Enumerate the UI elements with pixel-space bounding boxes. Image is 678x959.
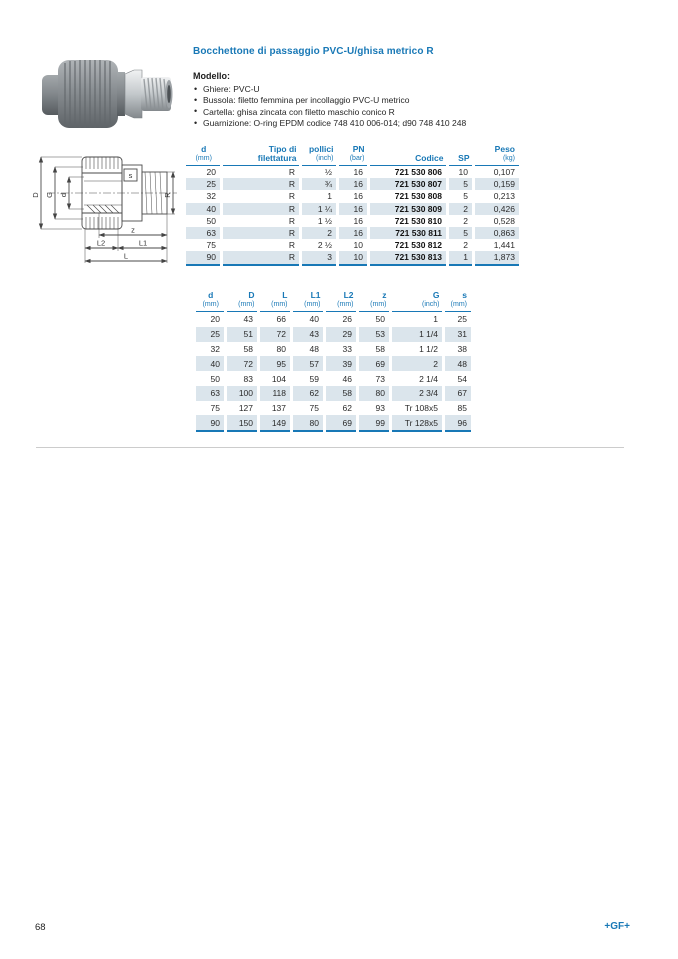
table-cell: 1 ¼ [301,203,338,215]
table-cell: 53 [358,327,391,342]
table-cell: 721 530 809 [369,203,448,215]
column-header: L1 (mm) [292,290,325,312]
table-cell: 10 [338,251,369,264]
fitting-hex-nut [125,70,142,118]
table-cell: 2 [448,215,474,227]
table-row [196,401,471,416]
table-cell: 25 [186,178,222,190]
table-cell: 58 [226,342,259,357]
table-cell: 20 [210,314,220,325]
bullet-item: • Cartella: ghisa zincata con filetto maschio conico R [193,107,613,118]
table-cell: 43 [226,312,259,327]
model-heading: Modello: [193,71,230,81]
table-cell: 51 [226,327,259,342]
table-cell: 2 [448,239,474,251]
column-header: d (mm) [186,144,222,166]
table-cell: 43 [292,327,325,342]
table-cell: 16 [338,178,369,190]
table-cell: 1 1/4 [391,327,444,342]
table-cell: 58 [325,386,358,401]
table-row [186,227,519,239]
table-cell: R [222,251,301,264]
column-header: d (mm) [196,290,226,312]
table-cell: 1 ½ [301,215,338,227]
dim-label-L1: L1 [138,238,148,248]
table-cell: 150 [226,415,259,431]
page-number: 68 [35,922,46,933]
dim-label-d: d [59,192,68,198]
table-row [196,415,471,431]
table-cell: 16 [338,166,369,179]
page-title: Bocchettone di passaggio PVC-U/ghisa metrico R [193,46,434,57]
table-row [186,251,519,264]
table-cell: 75 [292,401,325,416]
table-cell: R [222,166,301,179]
table-cell: 1 1/2 [391,342,444,357]
table-cell: 1 [301,190,338,202]
table-cell: 75 [206,240,216,251]
table-cell: 50 [358,312,391,327]
table-cell: 83 [226,371,259,386]
table-cell: 1 [448,251,474,264]
column-header: Codice [369,144,448,166]
bullet-item: • Bussola: filetto femmina per incollaggio PVC-U metrico [193,95,613,106]
table-cell: 10 [448,166,474,179]
table-cell: 1,441 [474,239,520,251]
fitting-collar [117,72,125,116]
table-cell: 29 [325,327,358,342]
table-cell: R [222,203,301,215]
table-cell: 104 [259,371,292,386]
table-cell: 5 [448,178,474,190]
table-row [186,166,519,179]
table-cell: 2 [448,203,474,215]
table-cell: 10 [338,239,369,251]
table-cell: 48 [292,342,325,357]
table-cell: 96 [444,415,472,431]
table-cell: R [222,190,301,202]
table-cell: 149 [259,415,292,431]
table-cell: 32 [210,343,220,354]
table-cell: 721 530 813 [369,251,448,264]
table-cell: 63 [186,227,222,239]
table-row [196,371,471,386]
table-cell: 1 [391,312,444,327]
codes-table [186,144,519,266]
dim-label-L: L [123,251,129,261]
column-header: D (mm) [226,290,259,312]
table-cell: 50 [206,215,216,226]
bullet-item: • Guarnizione: O-ring EPDM codice 748 410 006-014; d90 748 410 248 [193,118,613,129]
column-header: SP [448,144,474,166]
table-cell: 721 530 811 [369,227,448,239]
dim-label-G: G [45,192,54,198]
table-cell: 20 [206,167,216,178]
column-header: Peso (kg) [474,144,520,166]
dim-label-L2: L2 [96,238,106,248]
table-cell: 721 530 812 [369,239,448,251]
table-cell: 0,159 [474,178,520,190]
table-cell: 118 [259,386,292,401]
table-cell: 99 [358,415,391,431]
table-cell: 2 1/4 [391,371,444,386]
table-cell: 95 [259,356,292,371]
table-cell: 33 [325,342,358,357]
table-cell: 3 [301,251,338,264]
table-cell: R [222,215,301,227]
table-cell: 2 [391,356,444,371]
table-cell: 31 [444,327,472,342]
table-cell: 26 [325,312,358,327]
table-cell: 50 [210,373,220,384]
table-cell: 25 [196,327,226,342]
column-header: z (mm) [358,290,391,312]
table-cell: 5 [448,190,474,202]
table-cell: 40 [186,203,222,215]
table-cell: Tr 128x5 [391,415,444,431]
table-cell: 80 [358,386,391,401]
table-cell: 62 [292,386,325,401]
table-cell: 48 [444,356,472,371]
column-header: L (mm) [259,290,292,312]
table-cell: 59 [292,371,325,386]
table-cell: 0,107 [474,166,520,179]
table-cell: R [222,227,301,239]
table-cell: 721 530 806 [369,166,448,179]
table-cell: 0,213 [474,190,520,202]
dims-table [196,290,471,432]
table-cell: 73 [358,371,391,386]
table-cell: 54 [444,371,472,386]
table-cell: 40 [196,356,226,371]
column-header: G (inch) [391,290,444,312]
table-cell: 1,873 [474,251,520,264]
table-row [186,239,519,251]
table-cell: 63 [196,386,226,401]
table-cell: 69 [358,356,391,371]
table-cell: R [222,239,301,251]
table-row [186,203,519,215]
model-bullet-list [193,84,613,130]
table-cell: 5 [448,227,474,239]
table-cell: 72 [259,327,292,342]
column-header: PN (bar) [338,144,369,166]
section-divider [36,447,624,448]
table-cell: 39 [325,356,358,371]
table-cell: ½ [301,166,338,179]
header-row [186,144,519,166]
table-cell: 127 [226,401,259,416]
table-cell: 90 [196,415,226,431]
product-photo [38,54,178,134]
table-cell: 80 [259,342,292,357]
hatching [87,205,119,213]
table-cell: 0,863 [474,227,520,239]
table-cell: 93 [358,401,391,416]
table-cell: 80 [292,415,325,431]
table-row [196,356,471,371]
table-cell: 0,528 [474,215,520,227]
table-cell: 69 [325,415,358,431]
table-row [196,327,471,342]
table-cell: Tr 108x5 [391,401,444,416]
table-cell: 40 [292,312,325,327]
header-row [196,290,471,312]
dim-label-D: D [31,192,40,198]
table-row [186,190,519,202]
brand-logo: +GF+ [604,921,630,932]
technical-drawing [27,143,179,267]
table-cell: 90 [186,251,222,264]
table-cell: ¾ [301,178,338,190]
table-cell: 2 [301,227,338,239]
table-cell: 38 [444,342,472,357]
table-cell: 66 [259,312,292,327]
table-cell: R [222,178,301,190]
table-cell: 67 [444,386,472,401]
table-cell: 137 [259,401,292,416]
table-row [186,178,519,190]
column-header: s (mm) [444,290,472,312]
table-cell: 16 [338,227,369,239]
table-cell: 721 530 810 [369,215,448,227]
table-cell: 2 ½ [301,239,338,251]
table-cell: 75 [210,403,220,414]
table-cell: 25 [444,312,472,327]
table-cell: 721 530 807 [369,178,448,190]
dim-label-R: R [163,192,172,198]
thread-bore [167,85,171,103]
table-row [196,386,471,401]
column-header: Tipo di filettatura [222,144,301,166]
table-cell: 2 3/4 [391,386,444,401]
table-cell: 16 [338,215,369,227]
table-cell: 85 [444,401,472,416]
table-row [186,215,519,227]
dim-label-s: s [128,171,133,180]
dim-label-z: z [131,225,135,235]
table-cell: 72 [226,356,259,371]
table-cell: 100 [226,386,259,401]
table-cell: 0,426 [474,203,520,215]
table-cell: 721 530 808 [369,190,448,202]
column-header: pollici (inch) [301,144,338,166]
table-cell: 16 [338,203,369,215]
table-row [196,342,471,357]
table-cell: 46 [325,371,358,386]
table-row [196,312,471,327]
table-cell: 32 [206,191,216,202]
bullet-item: • Ghiere: PVC-U [193,84,613,95]
table-cell: 62 [325,401,358,416]
table-cell: 16 [338,190,369,202]
table-cell: 58 [358,342,391,357]
column-header: L2 (mm) [325,290,358,312]
table-cell: 57 [292,356,325,371]
